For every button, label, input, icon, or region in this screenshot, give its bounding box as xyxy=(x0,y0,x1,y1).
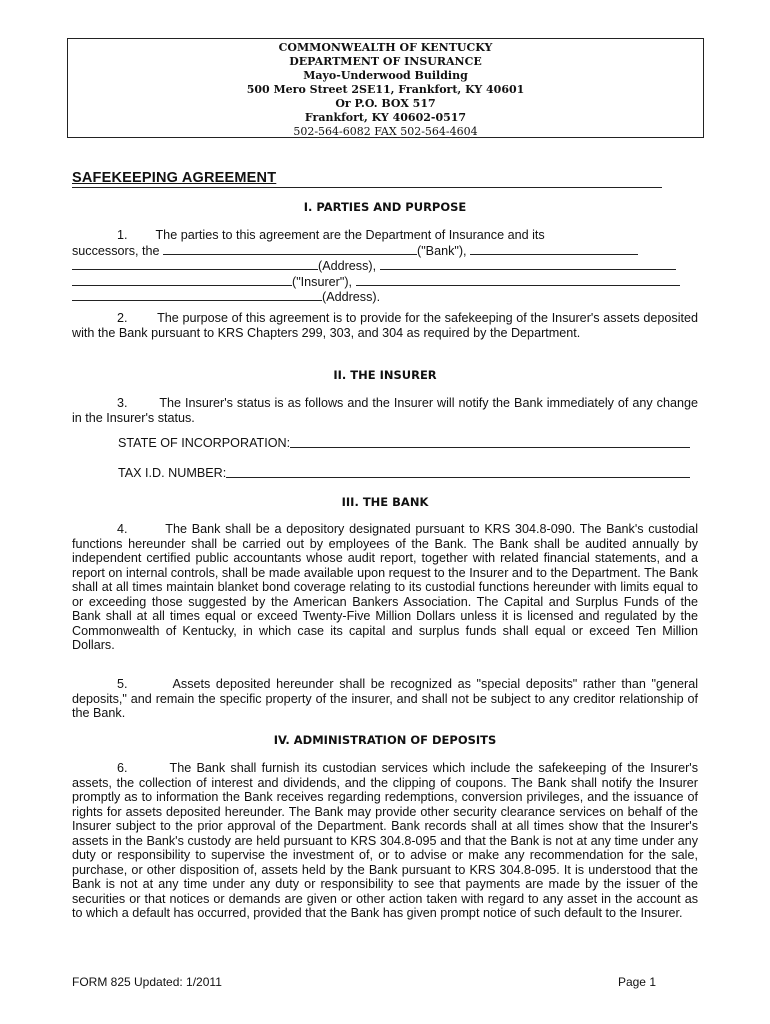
paragraph-3: 3. The Insurer's status is as follows and the Insurer will notify the Bank immediately of any change in the Insurer's status. xyxy=(72,396,698,425)
paragraph-1-successors-text: successors, the xyxy=(72,243,163,258)
address-label-2: (Address). xyxy=(322,290,381,304)
letterhead-box xyxy=(67,38,704,138)
section-heading-parties: I. PARTIES AND PURPOSE xyxy=(303,200,467,214)
bank-name-blank[interactable] xyxy=(163,243,417,255)
section-heading-bank: III. THE BANK xyxy=(341,495,429,509)
paragraph-1-line-2 xyxy=(72,243,698,259)
insurer-address-blank-b[interactable] xyxy=(72,289,322,301)
paragraph-5: 5. Assets deposited hereunder shall be recognized as "special deposits" rather than "general deposits," and remain the specific property of the insurer, and shall not be subject to any creditor relationship of the Bank. xyxy=(72,677,698,720)
paragraph-1-line-1: 1. The parties to this agreement are the Department of Insurance and its xyxy=(117,228,545,242)
letterhead-line-3: Mayo-Underwood Building xyxy=(303,69,468,82)
letterhead-line-4: 500 Mero Street 2SE11, Frankfort, KY 40601 xyxy=(246,83,525,96)
tax-id-field[interactable] xyxy=(226,466,690,478)
paragraph-4: 4. The Bank shall be a depository designated pursuant to KRS 304.8-090. The Bank's custodial functions hereunder shall be carried out by employees of the Bank. The Bank shall be audited annually by independent certified public accountants whose audit report, together with related financial statements, and a report on internal controls, shall be made available upon request to the Insurer and to the Department. The Bank shall at all times maintain blanket bond coverage relating to its custodial functions hereunder with limits equal to or exceeding those suggested by the American Bankers Association. The Capital and Surplus Funds of the Bank shall at all times equal or exceed Twenty-Five Million Dollars unless it is licensed and regulated by the Commonwealth of Kentucky, in which case its capital and surplus funds shall equal or exceed Ten Million Dollars. xyxy=(72,522,698,652)
paragraph-1-line-5 xyxy=(72,289,698,305)
letterhead-phone-fax: 502-564-6082 FAX 502-564-4604 xyxy=(293,125,478,138)
insurer-label: ("Insurer"), xyxy=(292,274,356,289)
insurer-name-blank-a[interactable] xyxy=(380,258,676,270)
bank-blank-tail[interactable] xyxy=(470,243,638,255)
document-title-rule xyxy=(72,169,662,188)
state-of-incorporation-field[interactable] xyxy=(290,436,690,448)
state-of-incorporation-row xyxy=(118,436,690,451)
paragraph-6: 6. The Bank shall furnish its custodian services which include the safekeeping of the Insurer's assets, the collection of interest and dividends, and the clipping of coupons. The Bank shall notify the Insurer promptly as to information the Bank receives regarding redemptions, conversion privileges, and the issuance of rights for assets deposited hereunder. The Bank may provide other security clearance services on behalf of the Insurer subject to the prior approval of the Department. Bank records shall at all times show that the Insurer's assets in the Bank's custody are held pursuant to KRS 304.8-095 and that the Bank is not at any time under any duty or responsibility to supervise the investment of, or to advise or make any recommendation for the sale, purchase, or other disposition of, assets held by the Bank pursuant to KRS 304.8-095. It is understood that the Bank is not at any time under any duty or responsibility to see that payments are made by the issuer of the securities or that notices or demands are given or other action taken with regard to any asset in the account as to which a default has occurred, provided that the Bank has given prompt notice of such default to the Insurer. xyxy=(72,761,698,920)
paragraph-2: 2. The purpose of this agreement is to provide for the safekeeping of the Insurer's assets deposited with the Bank pursuant to KRS Chapters 299, 303, and 304 as required by the Department. xyxy=(72,311,698,340)
section-heading-insurer: II. THE INSURER xyxy=(333,368,437,382)
paragraph-1-line-3 xyxy=(72,258,698,274)
bank-address-blank[interactable] xyxy=(72,258,318,270)
letterhead-line-2: DEPARTMENT OF INSURANCE xyxy=(289,55,482,68)
letterhead-line-6: Frankfort, KY 40602-0517 xyxy=(304,111,467,124)
paragraph-1 xyxy=(72,228,698,305)
bank-label: ("Bank"), xyxy=(417,243,471,258)
insurer-name-blank-b[interactable] xyxy=(72,274,292,286)
document-title: SAFEKEEPING AGREEMENT xyxy=(72,170,277,186)
page-number: Page 1 xyxy=(617,975,656,989)
paragraph-1-line-4 xyxy=(72,274,698,290)
address-label-1: (Address), xyxy=(318,259,380,273)
letterhead-line-5: Or P.O. BOX 517 xyxy=(335,97,436,110)
tax-id-row xyxy=(118,466,690,481)
letterhead-line-1: COMMONWEALTH OF KENTUCKY xyxy=(278,41,493,54)
form-number: FORM 825 Updated: 1/2011 xyxy=(72,975,222,989)
section-heading-administration: IV. ADMINISTRATION OF DEPOSITS xyxy=(273,733,497,747)
insurer-address-blank-a[interactable] xyxy=(356,274,680,286)
tax-id-label: TAX I.D. NUMBER: xyxy=(118,466,227,480)
page-footer xyxy=(72,975,656,989)
state-of-incorporation-label: STATE OF INCORPORATION: xyxy=(118,436,291,450)
